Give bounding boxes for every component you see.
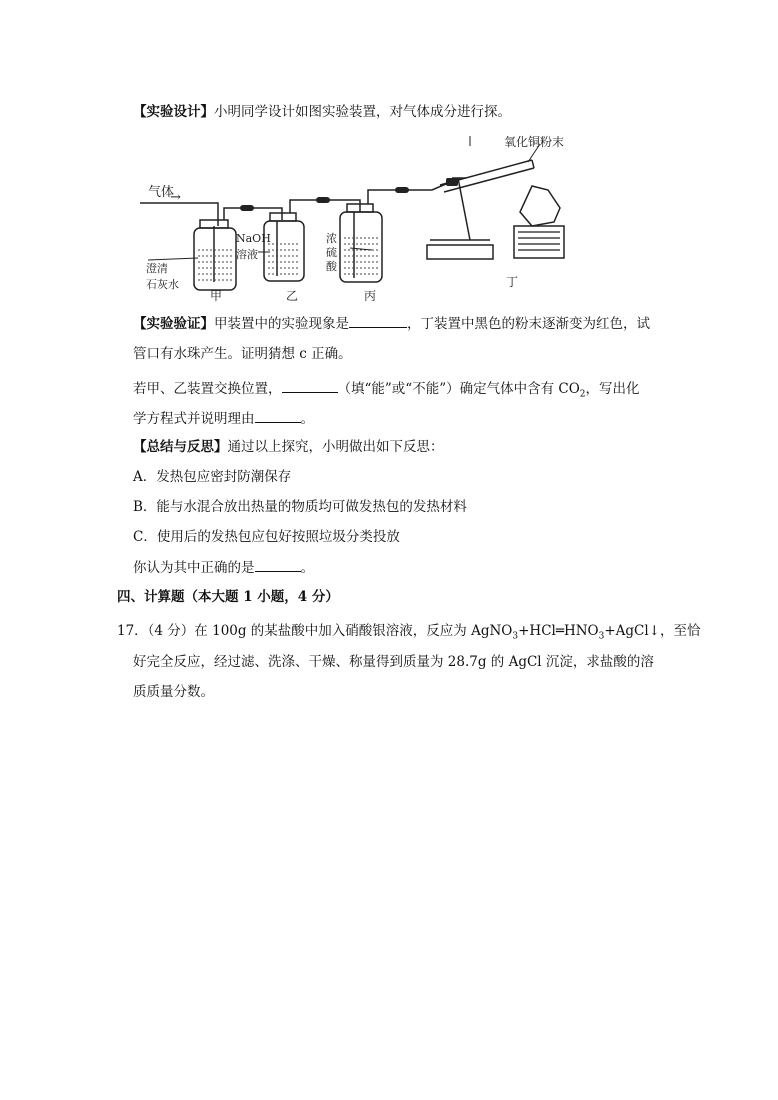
gas-arrow: → xyxy=(170,190,181,205)
cuo-label: 氧化铜粉末 xyxy=(504,135,565,149)
acid-label-1: 浓 xyxy=(326,232,337,245)
verify-text-3c: ，写出化 xyxy=(585,381,640,397)
design-text: 小明同学设计如图实验装置，对气体成分进行探。 xyxy=(214,104,511,120)
label-ding: 丁 xyxy=(506,275,519,289)
option-b: B．能与水混合放出热量的物质均可做发热包的发热材料 xyxy=(133,499,467,515)
experiment-apparatus-figure xyxy=(140,130,580,302)
design-heading: 【实验设计】 xyxy=(133,104,214,120)
section-4-title: 四、计算题（本大题 1 小题，4 分） xyxy=(117,589,339,605)
acid-label-3: 酸 xyxy=(326,260,337,273)
summary-line xyxy=(133,437,444,457)
answer-prompt-end: 。 xyxy=(300,560,314,576)
verify-text-1b: ，丁装置中黑色的粉末逐渐变为红色，试 xyxy=(407,316,650,332)
option-a: A．发热包应密封防潮保存 xyxy=(133,469,292,485)
verify-heading: 【实验验证】 xyxy=(133,316,214,332)
q17-line-2: 好完全反应，经过滤、洗涤、干燥、称量得到质量为 28.7g 的 AgCl 沉淀，求盐酸的溶 xyxy=(133,654,654,670)
verify-text-3a: 若甲、乙装置交换位置， xyxy=(133,381,282,397)
bottle-bing xyxy=(340,212,382,282)
verify-line-2: 管口有水珠产生。证明猜想 c 正确。 xyxy=(133,346,352,362)
verify-text-1a: 甲装置中的实验现象是 xyxy=(214,316,349,332)
verify-line-1 xyxy=(133,313,650,334)
answer-blank-4[interactable] xyxy=(255,557,301,572)
label-jia: 甲 xyxy=(210,289,223,302)
answer-prompt-text: 你认为其中正确的是 xyxy=(133,560,255,576)
acid-label-2: 硫 xyxy=(326,246,337,259)
bottle-yi xyxy=(264,221,304,281)
answer-blank-2[interactable] xyxy=(282,378,338,393)
naoh-label-top: NaOH xyxy=(236,232,271,245)
verify-line-4 xyxy=(133,408,314,429)
summary-text: 通过以上探究，小明做出如下反思： xyxy=(227,439,444,455)
q17-text-1b: +HCl═HNO xyxy=(518,623,599,639)
answer-blank-3[interactable] xyxy=(255,408,301,423)
bottle-jia xyxy=(194,228,236,290)
gas-label: 气体 xyxy=(148,185,175,200)
q17-line-1 xyxy=(117,621,701,647)
bottle-yi-stopper xyxy=(270,213,296,221)
verify-text-4b: 。 xyxy=(300,411,314,427)
label-bing: 丙 xyxy=(364,289,377,302)
inlet-tube xyxy=(140,203,218,226)
verify-text-3b: （填“能”或“不能”）确定气体中含有 CO xyxy=(337,381,580,397)
answer-prompt xyxy=(133,557,314,578)
option-c: C．使用后的发热包应包好按照垃圾分类投放 xyxy=(133,529,400,545)
q17-text-1a: 17．（4 分）在 100g 的某盐酸中加入硝酸银溶液，反应为 AgNO xyxy=(117,623,513,639)
label-yi: 乙 xyxy=(286,289,299,302)
verify-line-3 xyxy=(133,378,640,405)
lime-label-bottom: 石灰水 xyxy=(146,278,179,291)
summary-heading: 【总结与反思】 xyxy=(133,439,228,455)
co2-subscript: 2 xyxy=(579,389,586,400)
q17-sub-1: 3 xyxy=(512,631,519,642)
lime-label-top: 澄清 xyxy=(146,262,168,275)
q17-sub-2: 3 xyxy=(598,631,605,642)
naoh-label-bottom: 溶液 xyxy=(236,248,258,261)
q17-text-1c: +AgCl↓，至恰 xyxy=(604,623,701,639)
verify-text-4a: 学方程式并说明理由 xyxy=(133,411,255,427)
q17-line-3: 质质量分数。 xyxy=(133,684,214,700)
design-line xyxy=(133,102,511,122)
answer-blank-1[interactable] xyxy=(349,313,407,328)
